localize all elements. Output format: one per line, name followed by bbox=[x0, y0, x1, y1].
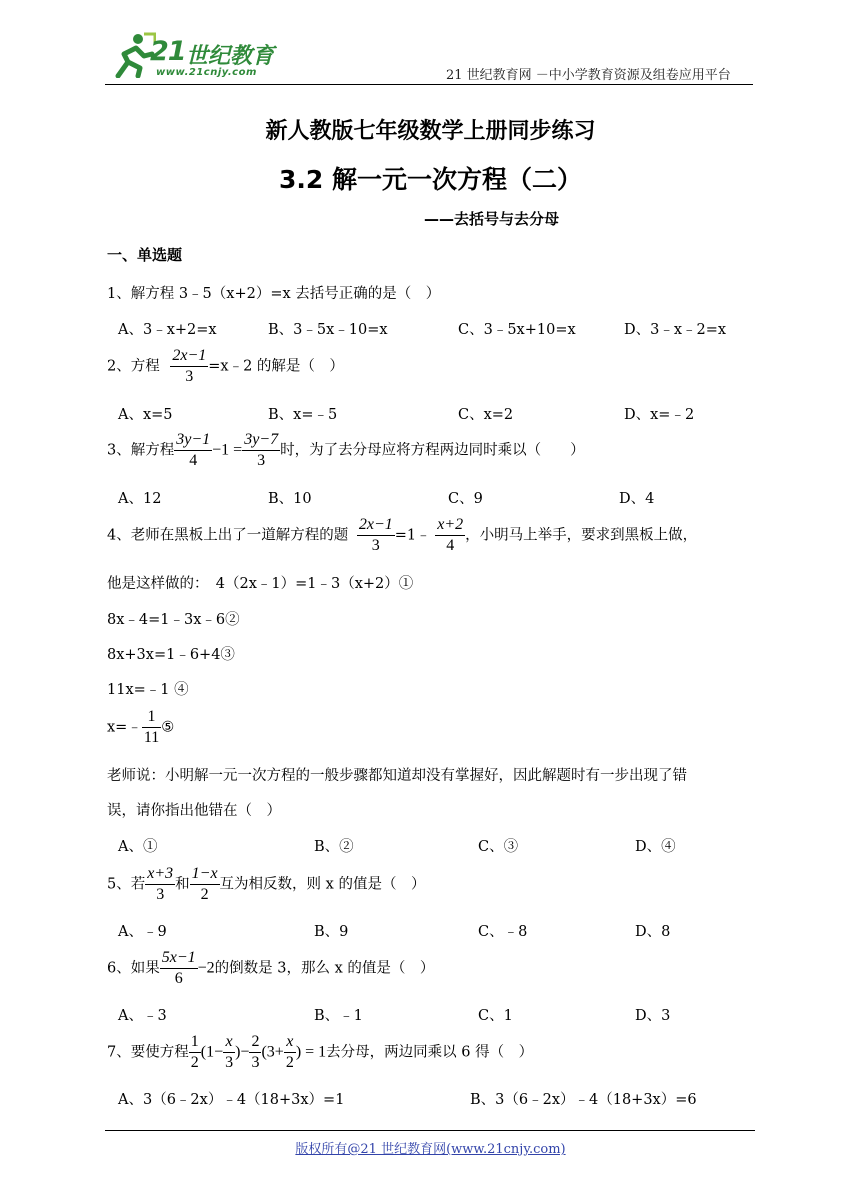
equation-middle: −1 = bbox=[212, 441, 243, 459]
fraction bbox=[142, 707, 161, 748]
fraction-denominator: 3 bbox=[225, 1054, 234, 1071]
option-c: C、9 bbox=[448, 491, 483, 507]
option-a: A、x=5 bbox=[118, 407, 173, 423]
fraction bbox=[145, 864, 175, 905]
fraction-denominator: 3 bbox=[251, 1054, 260, 1071]
fraction bbox=[242, 430, 280, 471]
option-a: A、3（6﹣2x）﹣4（18+3x）=1 bbox=[118, 1092, 345, 1108]
option-c: C、1 bbox=[478, 1008, 513, 1024]
solution-step-2: 8x﹣4=1﹣3x﹣6② bbox=[107, 612, 240, 628]
fraction-numerator: x+3 bbox=[145, 864, 175, 885]
solution-step-5 bbox=[107, 707, 174, 748]
option-a: A、﹣9 bbox=[118, 924, 167, 940]
question-text bbox=[107, 346, 344, 387]
teacher-comment-line-1: 老师说：小明解一元一次方程的一般步骤都知道却没有掌握好，因此解题时有一步出现了错 bbox=[107, 768, 687, 784]
option-a: A、﹣3 bbox=[118, 1008, 167, 1024]
option-c: C、3﹣5x+10=x bbox=[458, 322, 576, 338]
option-d: D、4 bbox=[619, 491, 655, 507]
fraction-numerator: 1 bbox=[189, 1032, 201, 1053]
question-prefix: 3、解方程 bbox=[107, 442, 175, 459]
teacher-comment-line-2: 误，请你指出他错在（ ） bbox=[107, 803, 281, 819]
header-divider bbox=[105, 84, 753, 85]
fraction-denominator: 4 bbox=[446, 537, 455, 554]
question-text bbox=[107, 864, 425, 905]
fraction-denominator: 11 bbox=[143, 729, 160, 746]
question-suffix: 互为相反数，则 x 的值是（ ） bbox=[219, 876, 426, 893]
fraction-numerator: 2x−1 bbox=[170, 346, 208, 367]
option-b: B、3（6﹣2x）﹣4（18+3x）=6 bbox=[470, 1092, 697, 1108]
fraction-numerator: 5x−1 bbox=[160, 948, 198, 969]
option-b: B、② bbox=[314, 839, 354, 855]
question-prefix: 5、若 bbox=[107, 876, 146, 893]
fraction-denominator: 3 bbox=[156, 886, 165, 903]
fraction-denominator: 3 bbox=[185, 368, 194, 385]
fraction-denominator: 6 bbox=[174, 970, 183, 987]
section-heading: 一、单选题 bbox=[107, 246, 183, 264]
question-text bbox=[107, 948, 434, 989]
logo-number: 21 bbox=[150, 36, 186, 67]
page-subsubtitle: ——去括号与去分母 bbox=[424, 210, 560, 228]
fraction-numerator: 1 bbox=[142, 707, 161, 728]
step5-suffix: ⑤ bbox=[161, 719, 175, 736]
equation-part: (1− bbox=[200, 1043, 224, 1061]
question-mid: 和 bbox=[175, 876, 190, 893]
option-b: B、10 bbox=[268, 491, 312, 507]
footer-divider bbox=[105, 1130, 755, 1131]
option-b: B、x=﹣5 bbox=[268, 407, 338, 423]
runner-logo-icon bbox=[108, 32, 156, 78]
question-suffix: 的倒数是 3，那么 x 的值是（ ） bbox=[214, 960, 435, 977]
page-subtitle: 3.2 解一元一次方程（二） bbox=[279, 165, 582, 194]
fraction-denominator: 3 bbox=[371, 537, 380, 554]
fraction-denominator: 2 bbox=[190, 1054, 199, 1071]
header-tagline: 21 世纪教育网 －中小学教育资源及组卷应用平台 bbox=[446, 68, 731, 83]
option-d: D、x=﹣2 bbox=[624, 407, 695, 423]
option-c: C、x=2 bbox=[458, 407, 514, 423]
equation-part: )− bbox=[235, 1043, 250, 1061]
solution-step-4: 11x=﹣1 ④ bbox=[107, 682, 189, 698]
logo-url: www.21cnjy.com bbox=[156, 67, 257, 78]
fraction bbox=[284, 1032, 296, 1073]
option-d: D、④ bbox=[635, 839, 676, 855]
option-c: C、﹣8 bbox=[478, 924, 528, 940]
fraction bbox=[357, 515, 395, 556]
question-suffix: 去分母，两边同乘以 6 得（ ） bbox=[326, 1044, 534, 1061]
fraction-numerator: 3y−7 bbox=[242, 430, 280, 451]
fraction-denominator: 3 bbox=[257, 452, 266, 469]
fraction bbox=[223, 1032, 235, 1073]
solution-line-1: 他是这样做的： 4（2x﹣1）=1﹣3（x+2）① bbox=[107, 576, 414, 592]
option-d: D、3 bbox=[635, 1008, 671, 1024]
equation-part: (3+ bbox=[261, 1043, 284, 1061]
question-text bbox=[107, 515, 697, 556]
fraction-denominator: 2 bbox=[285, 1054, 294, 1071]
question-text bbox=[107, 430, 585, 471]
option-d: D、8 bbox=[635, 924, 671, 940]
fraction-numerator: x+2 bbox=[435, 515, 465, 536]
question-text: 1、解方程 3﹣5（x+2）=x 去括号正确的是（ ） bbox=[107, 286, 441, 302]
option-a: A、12 bbox=[118, 491, 162, 507]
logo bbox=[108, 32, 288, 82]
option-b: B、﹣1 bbox=[314, 1008, 363, 1024]
fraction bbox=[190, 864, 220, 905]
fraction bbox=[160, 948, 198, 989]
equation-middle: =1﹣ bbox=[394, 527, 431, 544]
question-prefix: 7、要使方程 bbox=[107, 1044, 189, 1061]
fraction-denominator: 4 bbox=[189, 452, 198, 469]
question-text bbox=[107, 1032, 533, 1073]
fraction bbox=[435, 515, 465, 556]
option-d: D、3﹣x﹣2=x bbox=[624, 322, 727, 338]
option-c: C、③ bbox=[478, 839, 519, 855]
footer-copyright-link[interactable]: 版权所有@21 世纪教育网(www.21cnjy.com) bbox=[295, 1142, 566, 1157]
option-b: B、3﹣5x﹣10=x bbox=[268, 322, 388, 338]
question-prefix: 6、如果 bbox=[107, 960, 160, 977]
logo-text: 世纪教育 bbox=[186, 44, 275, 69]
question-suffix: =x﹣2 的解是（ ） bbox=[208, 358, 344, 375]
solution-step-3: 8x+3x=1﹣6+4③ bbox=[107, 647, 235, 663]
step5-prefix: x=﹣ bbox=[107, 719, 142, 736]
question-prefix: 2、方程 bbox=[107, 358, 160, 375]
fraction-numerator: 2 bbox=[249, 1032, 261, 1053]
option-a: A、① bbox=[118, 839, 158, 855]
fraction bbox=[249, 1032, 261, 1073]
equation-part: ) = 1 bbox=[295, 1043, 327, 1061]
question-prefix: 4、老师在黑板上出了一道解方程的题 bbox=[107, 527, 349, 544]
equation-middle: −2 bbox=[197, 959, 215, 977]
fraction-numerator: x bbox=[223, 1032, 235, 1053]
page-title: 新人教版七年级数学上册同步练习 bbox=[265, 119, 596, 144]
fraction-numerator: 3y−1 bbox=[174, 430, 212, 451]
fraction-denominator: 2 bbox=[200, 886, 209, 903]
option-a: A、3﹣x+2=x bbox=[118, 322, 217, 338]
option-b: B、9 bbox=[314, 924, 349, 940]
question-suffix: ，小明马上举手，要求到黑板上做， bbox=[465, 527, 698, 544]
fraction-numerator: x bbox=[284, 1032, 296, 1053]
fraction-numerator: 1−x bbox=[190, 864, 220, 885]
question-suffix: 时，为了去分母应将方程两边同时乘以（ ） bbox=[280, 442, 585, 459]
fraction bbox=[189, 1032, 201, 1073]
fraction bbox=[174, 430, 212, 471]
fraction bbox=[170, 346, 208, 387]
fraction-numerator: 2x−1 bbox=[357, 515, 395, 536]
